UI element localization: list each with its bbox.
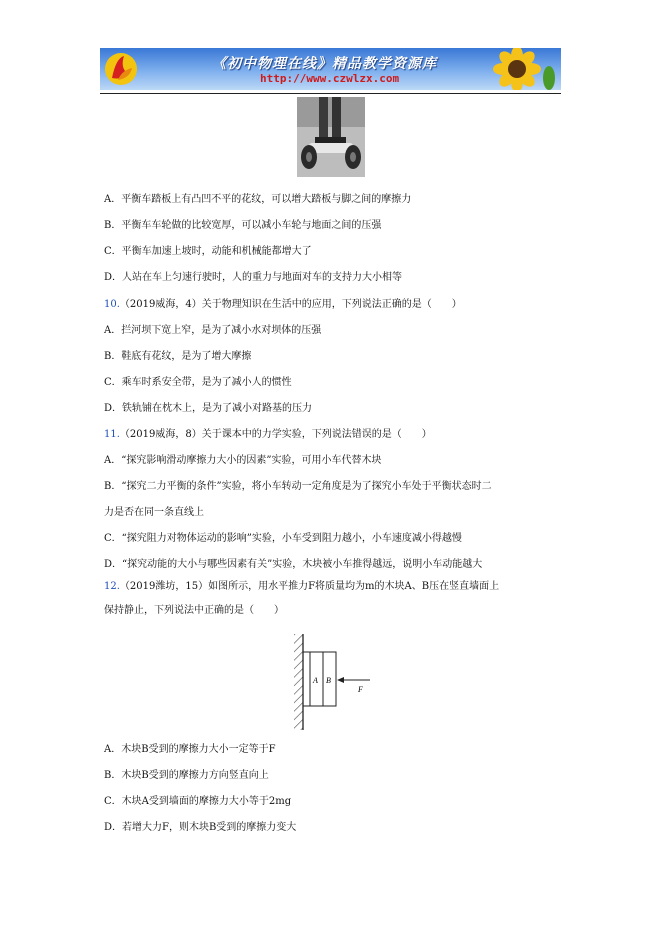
text-line	[104, 298, 462, 312]
question-number: 11.	[104, 429, 120, 440]
line-text: A．木块B受到的摩擦力大小一定等于F	[104, 744, 276, 755]
line-text: （2019潍坊，15）如图所示，用水平推力F将质量均为m的木块A、B压在竖直墙面上	[119, 581, 500, 592]
line-text: D．若增大力F，则木块B受到的摩擦力变大	[104, 822, 297, 833]
text-line	[104, 219, 381, 233]
label-a: A	[313, 676, 318, 685]
text-line	[104, 454, 381, 468]
text-line	[104, 506, 204, 520]
site-banner	[100, 48, 561, 90]
text-line	[104, 743, 276, 757]
line-text: （2019威海，8）关于课本中的力学实验，下列说法错误的是（ ）	[119, 429, 432, 440]
text-line	[104, 376, 292, 390]
sunflower-icon	[477, 48, 557, 90]
text-line	[104, 350, 251, 364]
line-text: （2019威海，4）关于物理知识在生活中的应用，下列说法正确的是（ ）	[119, 299, 462, 310]
line-text: D．铁轨铺在枕木上，是为了减小对路基的压力	[104, 403, 313, 414]
line-text: C．乘车时系安全带，是为了减小人的惯性	[104, 377, 292, 388]
line-text: A．“探究影响滑动摩擦力大小的因素”实验，可用小车代替木块	[104, 455, 382, 466]
header-rule	[100, 93, 561, 94]
text-line	[104, 558, 482, 572]
banner-url[interactable]: http://www.czwlzx.com	[260, 72, 400, 85]
line-text: B．“探究二力平衡的条件”实验，将小车转动一定角度是为了探究小车处于平衡状态时二	[104, 481, 492, 492]
text-line	[104, 324, 321, 338]
site-logo-icon	[102, 50, 140, 88]
question-number: 12.	[104, 581, 120, 592]
force-diagram	[290, 630, 380, 734]
line-text: B．鞋底有花纹，是为了增大摩擦	[104, 351, 252, 362]
text-line	[104, 271, 402, 285]
text-line	[104, 532, 462, 546]
force-arrow-head	[337, 677, 344, 683]
text-line	[104, 193, 411, 207]
line-text: 保持静止，下列说法中正确的是（ ）	[104, 605, 284, 616]
line-text: 力是否在同一条直线上	[104, 507, 204, 518]
text-line	[104, 769, 269, 783]
text-line	[104, 795, 291, 809]
balance-scooter-photo	[297, 97, 365, 177]
question-number: 10.	[104, 299, 120, 310]
line-text: B．木块B受到的摩擦力方向竖直向上	[104, 770, 269, 781]
line-text: D．人站在车上匀速行驶时，人的重力与地面对车的支持力大小相等	[104, 272, 403, 283]
text-line	[104, 480, 492, 494]
text-line	[104, 245, 312, 259]
text-line	[104, 604, 284, 618]
label-f: F	[358, 685, 363, 694]
line-text: A．平衡车踏板上有凸凹不平的花纹，可以增大踏板与脚之间的摩擦力	[104, 194, 412, 205]
line-text: C．木块A受到墙面的摩擦力大小等于2mg	[104, 796, 292, 807]
line-text: A．拦河坝下宽上窄，是为了减小水对坝体的压强	[104, 325, 322, 336]
line-text: D．“探究动能的大小与哪些因素有关”实验，木块被小车推得越远，说明小车动能越大	[104, 559, 483, 570]
label-b: B	[326, 676, 331, 685]
text-line	[104, 821, 296, 835]
text-line	[104, 402, 312, 416]
text-line	[104, 428, 432, 442]
text-line	[104, 580, 499, 594]
banner-title: 《初中物理在线》精品教学资源库	[212, 56, 437, 72]
line-text: B．平衡车车轮做的比较宽厚，可以减小车轮与地面之间的压强	[104, 220, 382, 231]
line-text: C．平衡车加速上坡时，动能和机械能都增大了	[104, 246, 312, 257]
wall-hatch	[294, 634, 303, 730]
line-text: C．“探究阻力对物体运动的影响”实验，小车受到阻力越小，小车速度减小得越慢	[104, 533, 462, 544]
